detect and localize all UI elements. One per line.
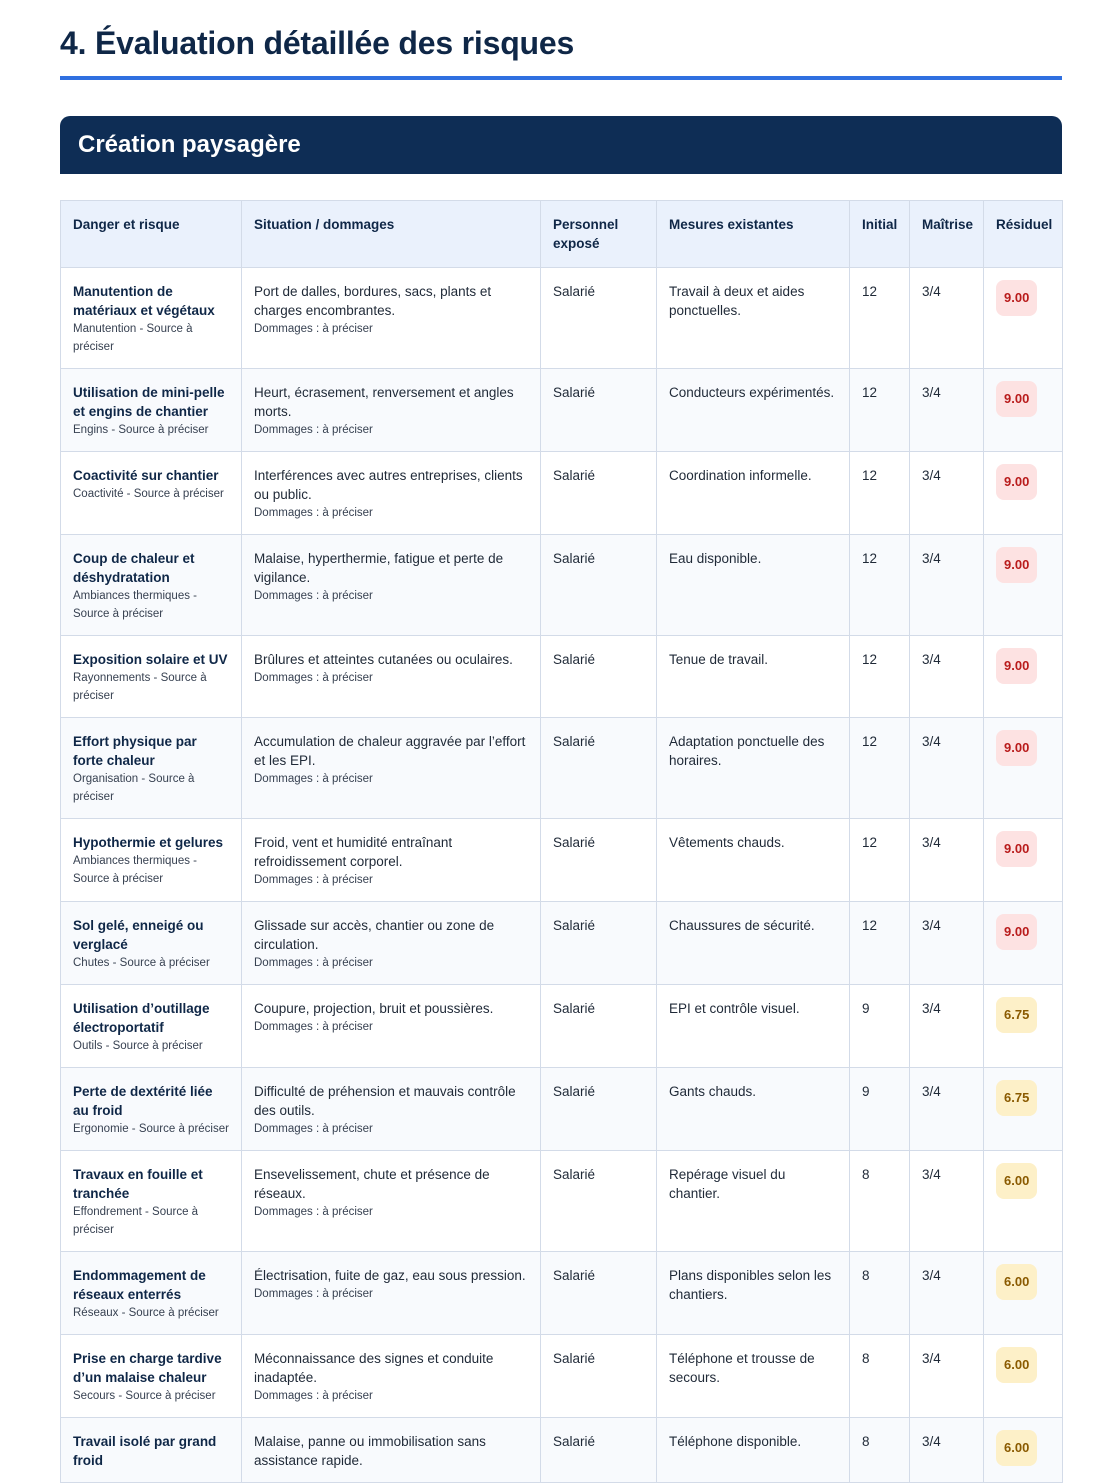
- initial-cell: 8: [850, 1418, 910, 1483]
- control-cell: 3/4: [910, 636, 984, 718]
- hazard-category: Ergonomie - Source à préciser: [73, 1123, 229, 1136]
- control-cell: 3/4: [910, 1335, 984, 1418]
- residual-cell: [984, 1418, 1063, 1483]
- hazard-title: Hypothermie et gelures: [73, 835, 224, 851]
- control-cell: 3/4: [910, 1068, 984, 1151]
- measures-cell: Travail à deux et aides ponctuelles.: [657, 268, 850, 369]
- hazard-category: Chutes - Source à préciser: [73, 957, 210, 970]
- residual-badge: 6.00: [996, 1347, 1037, 1383]
- hazard-title: Exposition solaire et UV: [73, 652, 228, 668]
- hazard-cell: [61, 902, 242, 985]
- situation-text: Difficulté de préhension et mauvais contrôle des outils.: [254, 1084, 516, 1119]
- hazard-title: Coactivité sur chantier: [73, 468, 219, 484]
- hazard-title: Coup de chaleur et déshydratation: [73, 551, 195, 586]
- hazard-cell: [61, 268, 242, 369]
- measures-cell: Chaussures de sécurité.: [657, 902, 850, 985]
- control-cell: 3/4: [910, 369, 984, 452]
- residual-cell: [984, 1335, 1063, 1418]
- hazard-title: Travaux en fouille et tranchée: [73, 1167, 203, 1202]
- residual-cell: [984, 985, 1063, 1068]
- damages-text: Dommages : à préciser: [254, 1021, 373, 1034]
- table-row: [61, 1151, 1063, 1252]
- measures-cell: Tenue de travail.: [657, 636, 850, 718]
- personnel-cell: Salarié: [541, 718, 657, 819]
- hazard-title: Travail isolé par grand froid: [73, 1434, 217, 1469]
- situation-text: Brûlures et atteintes cutanées ou oculaires.: [254, 652, 513, 668]
- situation-text: Glissade sur accès, chantier ou zone de circulation.: [254, 918, 495, 953]
- table-row: [61, 369, 1063, 452]
- initial-cell: 8: [850, 1151, 910, 1252]
- damages-text: Dommages : à préciser: [254, 1206, 373, 1219]
- hazard-title: Prise en charge tardive d’un malaise chaleur: [73, 1351, 222, 1386]
- hazard-title: Utilisation de mini-pelle et engins de chantier: [73, 385, 225, 420]
- hazard-title: Utilisation d’outillage électroportatif: [73, 1001, 210, 1036]
- personnel-cell: Salarié: [541, 1252, 657, 1335]
- residual-cell: [984, 1252, 1063, 1335]
- control-cell: 3/4: [910, 718, 984, 819]
- control-cell: 3/4: [910, 268, 984, 369]
- risk-table: [60, 200, 1063, 1483]
- hazard-category: Réseaux - Source à préciser: [73, 1307, 219, 1320]
- control-cell: 3/4: [910, 1252, 984, 1335]
- personnel-cell: Salarié: [541, 1151, 657, 1252]
- personnel-cell: Salarié: [541, 1418, 657, 1483]
- residual-badge: 6.00: [996, 1264, 1037, 1300]
- control-cell: 3/4: [910, 902, 984, 985]
- damages-text: Dommages : à préciser: [254, 507, 373, 520]
- situation-cell: [242, 369, 541, 452]
- hazard-category: Organisation - Source à préciser: [73, 773, 195, 804]
- situation-text: Malaise, panne ou immobilisation sans assistance rapide.: [254, 1434, 486, 1469]
- measures-cell: Téléphone disponible.: [657, 1418, 850, 1483]
- situation-cell: [242, 1252, 541, 1335]
- hazard-category: Ambiances thermiques - Source à préciser: [73, 855, 197, 886]
- residual-badge: 9.00: [996, 831, 1037, 867]
- col-header: Résiduel: [984, 201, 1063, 268]
- situation-cell: [242, 1335, 541, 1418]
- situation-text: Électrisation, fuite de gaz, eau sous pression.: [254, 1268, 526, 1284]
- hazard-category: Rayonnements - Source à préciser: [73, 672, 207, 703]
- hazard-category: Manutention - Source à préciser: [73, 323, 193, 354]
- personnel-cell: Salarié: [541, 1068, 657, 1151]
- section-header: Création paysagère: [60, 116, 1062, 174]
- personnel-cell: Salarié: [541, 636, 657, 718]
- initial-cell: 12: [850, 369, 910, 452]
- initial-cell: 12: [850, 902, 910, 985]
- table-row: [61, 1068, 1063, 1151]
- residual-badge: 6.00: [996, 1430, 1037, 1466]
- residual-badge: 6.00: [996, 1163, 1037, 1199]
- hazard-cell: [61, 1068, 242, 1151]
- situation-text: Interférences avec autres entreprises, clients ou public.: [254, 468, 523, 503]
- hazard-category: Effondrement - Source à préciser: [73, 1206, 199, 1237]
- situation-cell: [242, 636, 541, 718]
- damages-text: Dommages : à préciser: [254, 672, 373, 685]
- situation-text: Méconnaissance des signes et conduite inadaptée.: [254, 1351, 494, 1386]
- initial-cell: 8: [850, 1252, 910, 1335]
- initial-cell: 8: [850, 1335, 910, 1418]
- situation-cell: [242, 268, 541, 369]
- hazard-cell: [61, 452, 242, 535]
- control-cell: 3/4: [910, 452, 984, 535]
- damages-text: Dommages : à préciser: [254, 874, 373, 887]
- measures-cell: Adaptation ponctuelle des horaires.: [657, 718, 850, 819]
- table-row: [61, 268, 1063, 369]
- table-row: [61, 985, 1063, 1068]
- residual-badge: 9.00: [996, 648, 1037, 684]
- personnel-cell: Salarié: [541, 452, 657, 535]
- residual-cell: [984, 718, 1063, 819]
- situation-text: Port de dalles, bordures, sacs, plants et charges encombrantes.: [254, 284, 492, 319]
- residual-cell: [984, 535, 1063, 636]
- personnel-cell: Salarié: [541, 819, 657, 902]
- measures-cell: Gants chauds.: [657, 1068, 850, 1151]
- damages-text: Dommages : à préciser: [254, 1390, 373, 1403]
- initial-cell: 12: [850, 535, 910, 636]
- measures-cell: Téléphone et trousse de secours.: [657, 1335, 850, 1418]
- residual-cell: [984, 819, 1063, 902]
- situation-text: Heurt, écrasement, renversement et angles morts.: [254, 385, 514, 420]
- residual-badge: 9.00: [996, 280, 1037, 316]
- col-header: Maîtrise: [910, 201, 984, 268]
- situation-text: Froid, vent et humidité entraînant refroidissement corporel.: [254, 835, 453, 870]
- personnel-cell: Salarié: [541, 902, 657, 985]
- situation-text: Malaise, hyperthermie, fatigue et perte de vigilance.: [254, 551, 504, 586]
- hazard-title: Manutention de matériaux et végétaux: [73, 284, 215, 319]
- residual-cell: [984, 636, 1063, 718]
- residual-badge: 9.00: [996, 914, 1037, 950]
- hazard-cell: [61, 819, 242, 902]
- residual-badge: 9.00: [996, 464, 1037, 500]
- situation-cell: [242, 452, 541, 535]
- personnel-cell: Salarié: [541, 985, 657, 1068]
- hazard-title: Perte de dextérité liée au froid: [73, 1084, 213, 1119]
- table-row: [61, 636, 1063, 718]
- control-cell: 3/4: [910, 985, 984, 1068]
- situation-text: Ensevelissement, chute et présence de réseaux.: [254, 1167, 490, 1202]
- hazard-cell: [61, 369, 242, 452]
- residual-cell: [984, 1151, 1063, 1252]
- measures-cell: EPI et contrôle visuel.: [657, 985, 850, 1068]
- personnel-cell: Salarié: [541, 535, 657, 636]
- table-row: [61, 1252, 1063, 1335]
- hazard-category: Coactivité - Source à préciser: [73, 488, 224, 501]
- initial-cell: 9: [850, 985, 910, 1068]
- situation-cell: [242, 1068, 541, 1151]
- col-header: Danger et risque: [61, 201, 242, 268]
- situation-cell: [242, 902, 541, 985]
- residual-badge: 9.00: [996, 730, 1037, 766]
- situation-cell: [242, 718, 541, 819]
- hazard-cell: [61, 718, 242, 819]
- hazard-cell: [61, 1418, 242, 1483]
- hazard-cell: [61, 636, 242, 718]
- hazard-title: Endommagement de réseaux enterrés: [73, 1268, 206, 1303]
- situation-cell: [242, 1418, 541, 1483]
- measures-cell: Plans disponibles selon les chantiers.: [657, 1252, 850, 1335]
- residual-cell: [984, 452, 1063, 535]
- residual-cell: [984, 1068, 1063, 1151]
- situation-cell: [242, 819, 541, 902]
- residual-cell: [984, 902, 1063, 985]
- measures-cell: Eau disponible.: [657, 535, 850, 636]
- col-header: Situation / dommages: [242, 201, 541, 268]
- hazard-cell: [61, 1252, 242, 1335]
- hazard-cell: [61, 535, 242, 636]
- control-cell: 3/4: [910, 1418, 984, 1483]
- situation-text: Accumulation de chaleur aggravée par l’effort et les EPI.: [254, 734, 526, 769]
- personnel-cell: Salarié: [541, 369, 657, 452]
- initial-cell: 12: [850, 268, 910, 369]
- personnel-cell: Salarié: [541, 1335, 657, 1418]
- initial-cell: 12: [850, 452, 910, 535]
- initial-cell: 9: [850, 1068, 910, 1151]
- table-row: [61, 535, 1063, 636]
- damages-text: Dommages : à préciser: [254, 957, 373, 970]
- col-header: Mesures existantes: [657, 201, 850, 268]
- control-cell: 3/4: [910, 535, 984, 636]
- damages-text: Dommages : à préciser: [254, 323, 373, 336]
- measures-cell: Vêtements chauds.: [657, 819, 850, 902]
- damages-text: Dommages : à préciser: [254, 773, 373, 786]
- hazard-title: Sol gelé, enneigé ou verglacé: [73, 918, 204, 953]
- residual-badge: 6.75: [996, 1080, 1037, 1116]
- page-title: 4. Évaluation détaillée des risques: [60, 24, 1062, 80]
- hazard-title: Effort physique par forte chaleur: [73, 734, 197, 769]
- situation-cell: [242, 1151, 541, 1252]
- table-header-row: [61, 201, 1063, 268]
- initial-cell: 12: [850, 819, 910, 902]
- control-cell: 3/4: [910, 1151, 984, 1252]
- residual-badge: 9.00: [996, 547, 1037, 583]
- measures-cell: Coordination informelle.: [657, 452, 850, 535]
- damages-text: Dommages : à préciser: [254, 1123, 373, 1136]
- initial-cell: 12: [850, 636, 910, 718]
- damages-text: Dommages : à préciser: [254, 424, 373, 437]
- situation-cell: [242, 535, 541, 636]
- table-row: [61, 1335, 1063, 1418]
- situation-cell: [242, 985, 541, 1068]
- hazard-cell: [61, 985, 242, 1068]
- table-row: [61, 718, 1063, 819]
- col-header: Initial: [850, 201, 910, 268]
- residual-cell: [984, 369, 1063, 452]
- damages-text: Dommages : à préciser: [254, 1288, 373, 1301]
- measures-cell: Repérage visuel du chantier.: [657, 1151, 850, 1252]
- damages-text: Dommages : à préciser: [254, 590, 373, 603]
- hazard-cell: [61, 1151, 242, 1252]
- residual-badge: 9.00: [996, 381, 1037, 417]
- initial-cell: 12: [850, 718, 910, 819]
- hazard-category: Secours - Source à préciser: [73, 1390, 216, 1403]
- hazard-category: Engins - Source à préciser: [73, 424, 209, 437]
- measures-cell: Conducteurs expérimentés.: [657, 369, 850, 452]
- hazard-cell: [61, 1335, 242, 1418]
- hazard-category: Ambiances thermiques - Source à préciser: [73, 590, 197, 621]
- personnel-cell: Salarié: [541, 268, 657, 369]
- table-row: [61, 819, 1063, 902]
- control-cell: 3/4: [910, 819, 984, 902]
- hazard-category: Outils - Source à préciser: [73, 1040, 203, 1053]
- col-header: Personnel exposé: [541, 201, 657, 268]
- situation-text: Coupure, projection, bruit et poussières.: [254, 1001, 494, 1017]
- table-row: [61, 1418, 1063, 1483]
- residual-badge: 6.75: [996, 997, 1037, 1033]
- table-row: [61, 452, 1063, 535]
- residual-cell: [984, 268, 1063, 369]
- table-row: [61, 902, 1063, 985]
